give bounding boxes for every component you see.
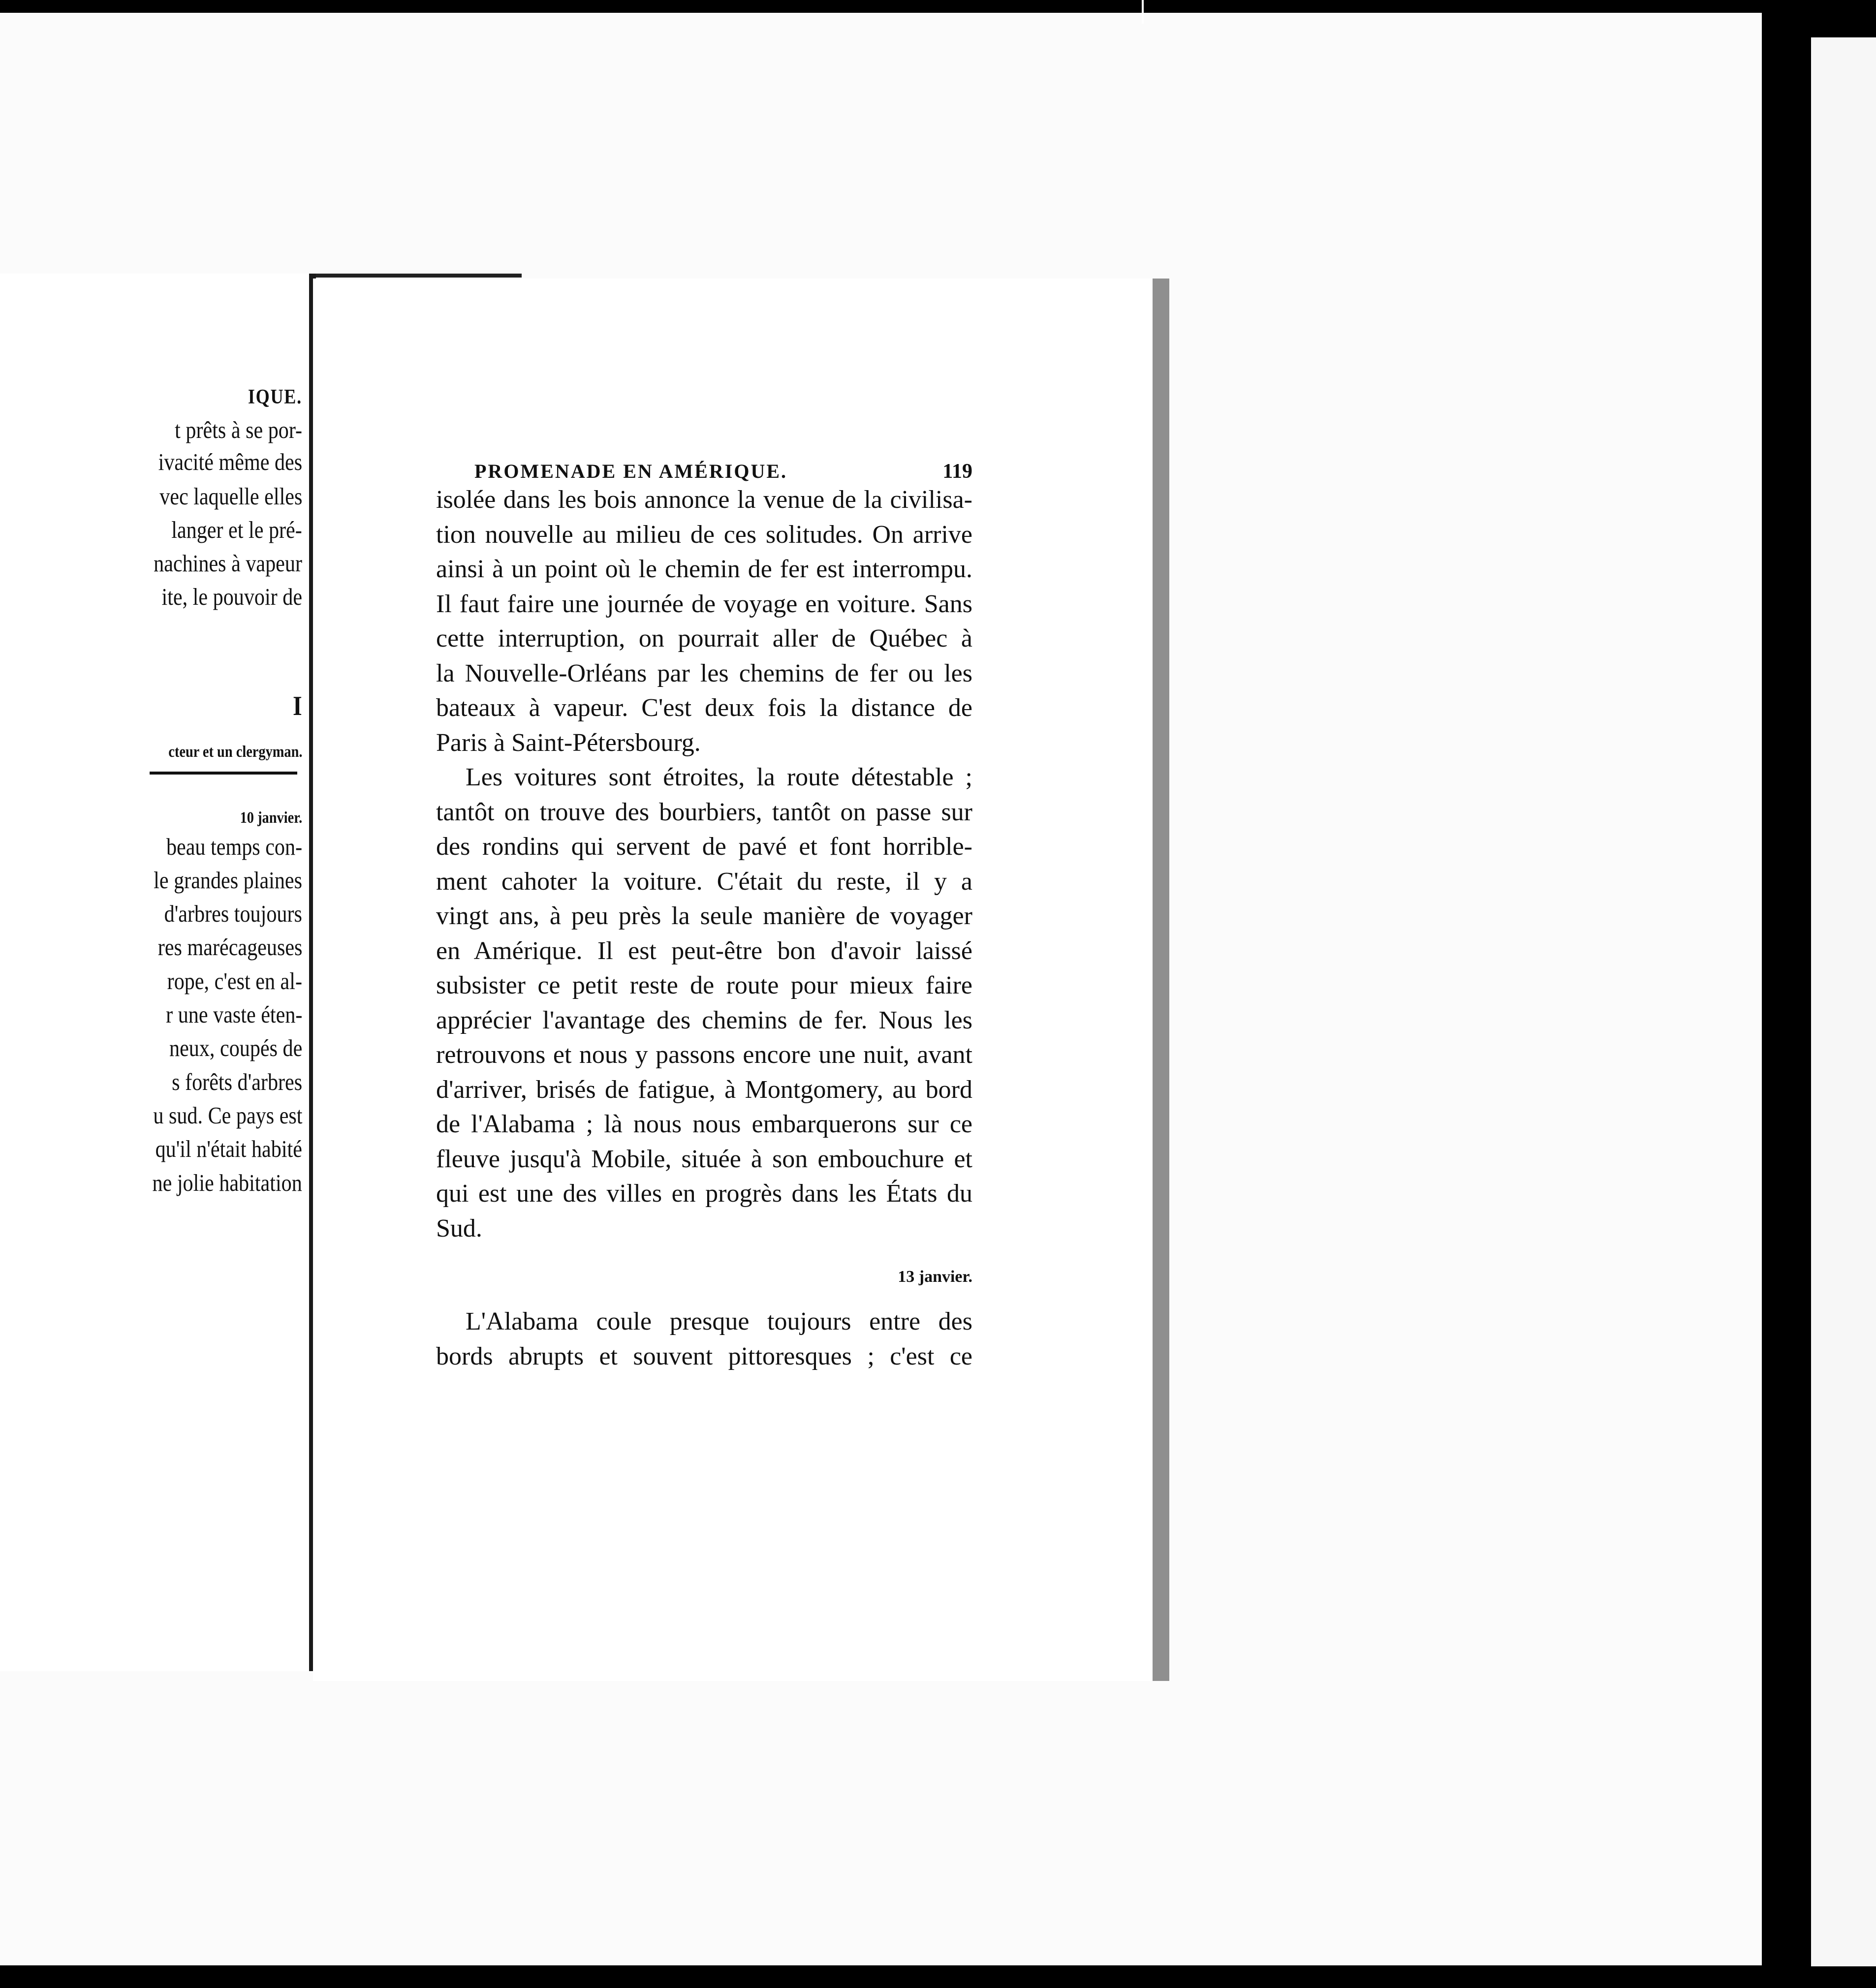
left-page-line: beau temps con- (166, 833, 302, 860)
text-line: la Nouvelle-Orléans par les chemins de fer ou les (436, 659, 972, 687)
left-page-line: vec laquelle elles (159, 483, 302, 510)
dateline: 13 janvier. (898, 1268, 972, 1286)
text-line: tion nouvelle au milieu de ces solitudes. On arrive (436, 520, 972, 549)
text-line: Sud. (436, 1214, 482, 1242)
text-line: L'Alabama coule presque toujours entre des (466, 1307, 972, 1336)
left-page-line: d'arbres toujours (164, 900, 302, 927)
left-page-line: ivacité même des (158, 448, 302, 475)
text-line: isolée dans les bois annonce la venue de la civilisa- (436, 486, 972, 514)
text-line: ment cahoter la voiture. C'était du reste, il y a (436, 867, 972, 896)
text-line: ainsi à un point où le chemin de fer est interrompu. (436, 555, 972, 583)
left-page-line: res marécageuses (157, 933, 302, 961)
left-page-line: ne jolie habitation (152, 1169, 302, 1196)
text-line: des rondins qui servent de pavé et font horrible- (436, 833, 972, 861)
scan-right-margin (1811, 37, 1876, 1966)
section-rule (150, 772, 297, 775)
left-page-line: nachines à vapeur (154, 550, 302, 577)
scan-mark (1142, 0, 1144, 24)
running-head (436, 460, 972, 481)
text-line: fleuve jusqu'à Mobile, située à son embouchure et (436, 1145, 972, 1173)
text-line: bateaux à vapeur. C'est deux fois la distance de (436, 694, 972, 722)
text-line: bords abrupts et souvent pittoresques ; c'est ce (436, 1342, 972, 1370)
left-page-line: t prêts à se por- (175, 416, 302, 443)
left-page-line: rope, c'est en al- (167, 967, 302, 994)
text-line: cette interruption, on pourrait aller de Québec à (436, 624, 972, 652)
text-line: vingt ans, à peu près la seule manière de voyager (436, 902, 972, 930)
left-running-head: IQUE. (248, 386, 302, 408)
text-line: qui est une des villes en progrès dans les États du (436, 1180, 972, 1208)
page-number: 119 (942, 460, 972, 483)
left-page-line: 10 janvier. (240, 809, 302, 827)
text-line: Paris à Saint-Pétersbourg. (436, 728, 701, 757)
left-page-line: ite, le pouvoir de (161, 583, 302, 610)
left-page-line: le grandes plaines (154, 867, 302, 894)
text-line: de l'Alabama ; là nous nous embarquerons sur ce (436, 1110, 972, 1138)
left-page-line: s forêts d'arbres (171, 1068, 302, 1095)
left-page-line: neux, coupés de (169, 1034, 302, 1061)
left-page-line: langer et le pré- (171, 516, 302, 543)
text-line: en Amérique. Il est peut-être bon d'avoir laissé (436, 936, 972, 965)
text-line: d'arriver, brisés de fatigue, à Montgomery, au bord (436, 1075, 972, 1104)
left-page (0, 274, 316, 1671)
text-line: Les voitures sont étroites, la route détestable ; (466, 763, 972, 791)
right-page (313, 279, 1169, 1681)
left-page-line: cteur et un clergyman. (168, 743, 302, 761)
running-title: PROMENADE EN AMÉRIQUE. (474, 460, 788, 482)
left-page-line: qu'il n'était habité (155, 1135, 302, 1162)
text-line: subsister ce petit reste de route pour mieux faire (436, 971, 972, 999)
left-page-line: u sud. Ce pays est (153, 1102, 302, 1129)
text-line: Il faut faire une journée de voyage en voiture. Sans (436, 590, 972, 618)
left-page-line: r une vaste éten- (165, 1001, 302, 1028)
text-line: apprécier l'avantage des chemins de fer. Nous les (436, 1006, 972, 1034)
left-page-line: I (293, 691, 302, 721)
text-line: tantôt on trouve des bourbiers, tantôt on passe sur (436, 798, 972, 826)
text-line: retrouvons et nous y passons encore une nuit, avant (436, 1041, 972, 1069)
